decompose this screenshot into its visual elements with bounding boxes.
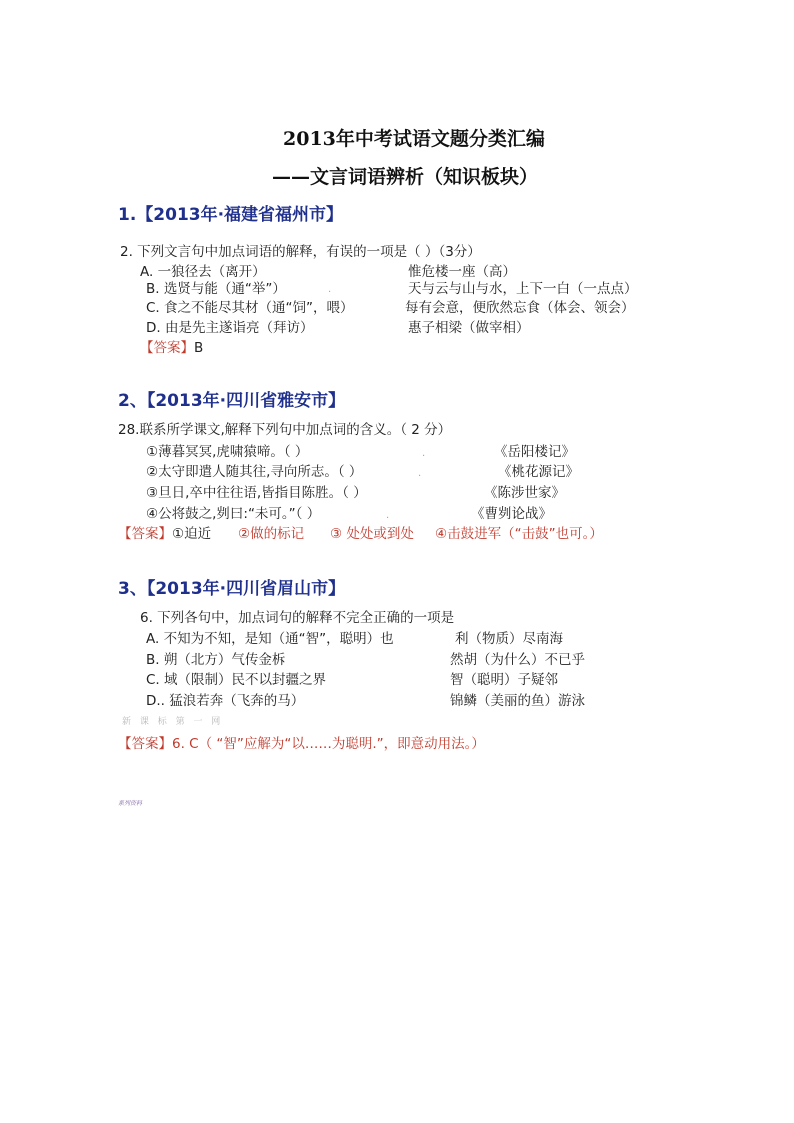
answer-label: 【答案】 — [118, 736, 172, 752]
dot-mark: . — [328, 284, 332, 295]
watermark-text: 新 课 标 第 一 网 — [122, 717, 224, 727]
s3-option-c-left: C. 域（限制）民不以封疆之界 — [146, 672, 327, 688]
s1-option-c-right: 每有会意，便欣然忘食（体会、领会） — [405, 300, 635, 316]
section-1-heading: 1.【2013年·福建省福州市】 — [118, 205, 344, 225]
footer-tag: 系列资料 — [118, 800, 143, 807]
s1-answer — [140, 336, 203, 356]
s1-option-b-left: B. 选贤与能（通“举”） — [146, 281, 286, 297]
s1-option-d-left: D. 由是先主遂诣亮（拜访） — [146, 320, 314, 336]
s2-item-1-source: 《岳阳楼记》 — [494, 444, 575, 460]
dot-mark: . — [418, 468, 422, 479]
s3-question-stem: 6. 下列各句中，加点词句的解释不完全正确的一项是 — [140, 610, 455, 626]
s3-option-d-left: D.. 猛浪若奔（飞奔的马） — [146, 693, 305, 709]
s1-option-a-left: A. 一狼径去（离开） — [140, 264, 266, 280]
s2-item-4-source: 《曹刿论战》 — [471, 506, 552, 522]
s2-item-2: ②太守即遣人随其往,寻向所志。（ ） — [146, 464, 363, 480]
s1-option-c-left: C. 食之不能尽其材（通“饲”，喂） — [146, 300, 354, 316]
answer-1: ①迫近 — [172, 526, 212, 542]
s2-item-3: ③旦日,卒中往往语,皆指目陈胜。（ ） — [146, 485, 367, 501]
dot-mark: . — [386, 510, 390, 521]
s2-answer-2: ②做的标记 — [238, 526, 305, 542]
s3-option-a-right: 利（物质）尽南海 — [455, 631, 563, 647]
answer-value: 6. C（ “智”应解为“以……为聪明.”，即意动用法。） — [172, 736, 485, 752]
dot-mark: . — [422, 448, 426, 459]
s3-option-b-left: B. 朔（北方）气传金柝 — [146, 652, 286, 668]
s2-item-1: ①薄暮冥冥,虎啸猿啼。（ ） — [146, 444, 309, 460]
s2-item-3-source: 《陈涉世家》 — [484, 485, 565, 501]
section-3-heading: 3、【2013年·四川省眉山市】 — [118, 579, 346, 599]
s1-option-b-right: 天与云与山与水，上下一白（一点点） — [408, 281, 638, 297]
s2-answer-4: ④击鼓进军（“击鼓”也可。） — [435, 526, 603, 542]
section-2-heading: 2、【2013年·四川省雅安市】 — [118, 391, 346, 411]
s1-question-stem: 2. 下列文言句中加点词语的解释，有误的一项是（ ）（3分） — [120, 244, 481, 260]
s2-answer-3: ③ 处处或到处 — [330, 526, 414, 542]
s1-option-a-right: 惟危楼一座（高） — [408, 264, 516, 280]
s3-option-b-right: 然胡（为什么）不已乎 — [450, 652, 585, 668]
s3-option-a-left: A. 不知为不知，是知（通“智”，聪明）也 — [146, 631, 394, 647]
doc-subtitle: ——文言词语辨析（知识板块） — [272, 166, 539, 188]
answer-label: 【答案】 — [140, 340, 194, 356]
s3-answer — [118, 732, 485, 752]
s3-option-d-right: 锦鳞（美丽的鱼）游泳 — [450, 693, 585, 709]
doc-title: 2013年中考试语文题分类汇编 — [283, 128, 545, 150]
s2-item-4: ④公将鼓之,刿曰:“未可。”（ ） — [146, 506, 321, 522]
s1-option-d-right: 惠子相梁（做宰相） — [408, 320, 530, 336]
s3-option-c-right: 智（聪明）子疑邻 — [450, 672, 558, 688]
answer-value: B — [194, 340, 204, 356]
s2-question-stem: 28.联系所学课文,解释下列句中加点词的含义。（ 2 分） — [118, 422, 452, 438]
s2-item-2-source: 《桃花源记》 — [498, 464, 579, 480]
s2-answer — [118, 522, 211, 542]
answer-label: 【答案】 — [118, 526, 172, 542]
